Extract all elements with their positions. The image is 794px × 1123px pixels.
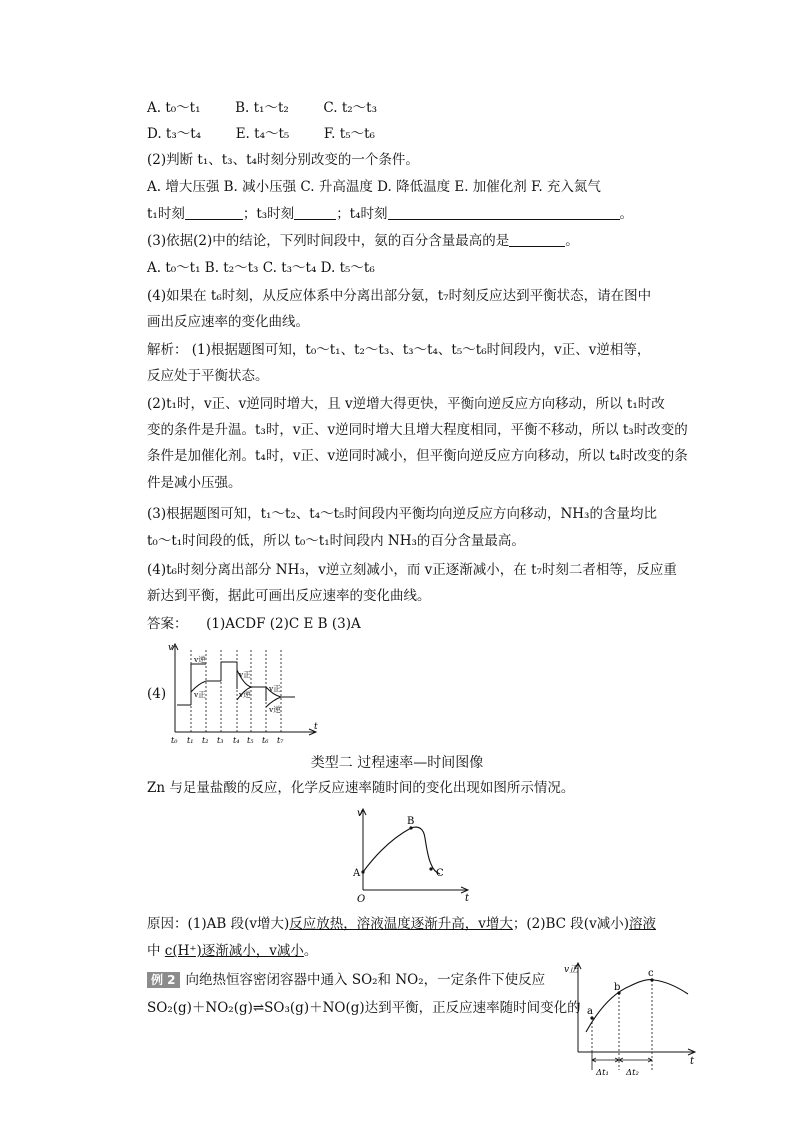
analysis-p3-line2: t₀～t₁时间段的低，所以 t₀～t₁时间段内 NH₃的百分含量最高。 [147, 533, 525, 549]
q2-fill-t3-label: ；t₃时刻 [242, 206, 295, 222]
example2-line2: SO₂(g)＋NO₂(g)⇌SO₃(g)＋NO(g)达到平衡，正反应速率随时间变化的 [147, 1000, 581, 1016]
q3-blank[interactable] [509, 232, 565, 247]
fig2-y-label: v [357, 808, 363, 819]
q2-fill-t4-label: ；t₄时刻 [336, 206, 388, 222]
fig2-label-a: A [353, 868, 361, 879]
fig1-ticks [171, 736, 284, 745]
analysis-p2-line1: (2)t₁时，v正、v逆同时增大，且 v逆增大得更快，平衡向逆反应方向移动，所以 t₁时改 [147, 396, 665, 412]
q3-end: 。 [565, 233, 579, 249]
q2-stem: (2)判断 t₁、t₃、t₄时刻分别改变的一个条件。 [147, 152, 419, 168]
fig1-label-vzheng-3: v正 [269, 684, 281, 693]
q3-options: A. t₀～t₁ B. t₂～t₃ C. t₃～t₄ D. t₅～t₆ [147, 260, 375, 276]
fig1-tick-t6: t₆ [262, 736, 269, 745]
q1-option-b: B. t₁～t₂ [235, 100, 289, 116]
fig3-label-b: b [614, 982, 621, 993]
fig1-y-label: v [168, 643, 174, 653]
analysis-p4-line1: (4)t₆时刻分离出部分 NH₃，v逆立刻减小，而 v正逐渐减小，在 t₇时刻二者相等，反应重 [147, 562, 677, 578]
fig2-point-a [361, 870, 364, 873]
answer-fig-label: (4) [147, 686, 167, 702]
fig3-markers [592, 980, 652, 1070]
analysis-p2-line2: 变的条件是升温。t₃时，v正、v逆同时增大且增大程度相同，平衡不移动，所以 t₃时改变的 [147, 422, 688, 438]
q1-options-row1 [147, 98, 377, 118]
q2-blank-t1[interactable] [185, 205, 243, 220]
fig3-label-a: a [587, 1006, 593, 1017]
reason-ab-cause: 反应放热，溶液温度逐渐升高，v增大 [289, 916, 513, 932]
fig1-tick-t0: t₀ [171, 736, 178, 745]
fig1-tick-t3: t₃ [217, 736, 224, 745]
fig3-label-c: c [648, 968, 654, 979]
adiabatic-rate-graph [560, 960, 700, 1080]
fig2-curve [363, 827, 440, 874]
fig3-interval-1 [592, 1058, 619, 1062]
fig3-curve [586, 980, 688, 1032]
fig3-interval-2 [619, 1058, 652, 1062]
answer-text: (1)ACDF (2)C E B (3)A [206, 616, 361, 632]
q1-options-row2 [147, 124, 375, 144]
fig2-x-label: t [465, 893, 470, 904]
q2-fill-t1-label: t₁时刻 [147, 206, 185, 222]
fig2-point-c [429, 867, 432, 870]
rate-time-step-graph [165, 640, 325, 746]
q1-option-e: E. t₄～t₅ [235, 126, 290, 142]
fig1-label-vni-1: v逆 [194, 655, 206, 664]
fig1-tick-t4: t₄ [233, 736, 240, 745]
zn-rate-graph [345, 806, 475, 906]
reason-bc-cause: c(H⁺)逐渐减小，v减小 [164, 943, 304, 959]
q1-option-f: F. t₅～t₆ [323, 126, 375, 142]
fig2-label-c: C [436, 868, 444, 879]
reason-mid: ；(2)BC 段(v减小) [512, 916, 629, 932]
type2-heading: 类型二 过程速率—时间图像 [310, 755, 484, 771]
fig1-label-vzheng-1: v正 [194, 690, 206, 699]
q1-option-c: C. t₂～t₃ [323, 100, 377, 116]
example2-line1 [147, 970, 545, 990]
analysis-p1-line2: 反应处于平衡状态。 [147, 368, 269, 384]
fig1-tick-t1: t₁ [187, 736, 194, 745]
example2-text1: 向绝热恒容密闭容器中通入 SO₂和 NO₂，一定条件下使反应 [185, 972, 546, 988]
fig3-label-dt2: Δt₂ [626, 1068, 639, 1078]
q1-option-a: A. t₀～t₁ [147, 100, 201, 116]
fig1-label-vzheng-2: v正 [239, 670, 251, 679]
q3-stem-line [147, 231, 579, 251]
analysis-p2-line3: 条件是加催化剂。t₄时，v正、v逆同时减小，但平衡向逆反应方向移动，所以 t₄时改变的条 [147, 448, 688, 464]
reason-bc-cause-start: 溶液 [628, 916, 656, 932]
answer-label: 答案： [147, 616, 188, 632]
fig1-tick-t2: t₂ [202, 736, 209, 745]
fig3-label-dt1: Δt₁ [596, 1068, 609, 1078]
example2-tag: 例 2 [147, 972, 180, 988]
fig3-y-label: v正 [564, 965, 579, 975]
reason-label: 原因：(1)AB 段(v增大) [147, 916, 290, 932]
q4-line2: 画出反应速率的变化曲线。 [147, 314, 309, 330]
reason-line1 [147, 914, 656, 934]
analysis-p4-line2: 新达到平衡，据此可画出反应速率的变化曲线。 [147, 588, 431, 604]
analysis-p1-line1: 解析： (1)根据题图可知，t₀～t₁、t₂～t₃、t₃～t₄、t₅～t₆时间段内，v正、v逆相等， [147, 342, 651, 358]
q2-fill-line [147, 204, 633, 224]
answer-line [147, 614, 361, 634]
fig1-tick-t7: t₇ [277, 736, 284, 745]
fig2-origin-label: O [357, 894, 366, 905]
fig1-tick-t5: t₅ [247, 736, 254, 745]
reason-line2-end: 。 [303, 943, 318, 959]
q2-blank-t3[interactable] [294, 205, 336, 220]
q2-end: 。 [619, 206, 634, 222]
fig2-label-b: B [407, 816, 415, 827]
analysis-p2-line4: 件是减小压强。 [147, 475, 242, 491]
fig1-label-vni-2: v逆 [239, 690, 251, 699]
type2-intro: Zn 与足量盐酸的反应，化学反应速率随时间的变化出现如图所示情况。 [147, 780, 575, 796]
fig3-x-label: t [690, 1056, 695, 1067]
q3-stem: (3)依据(2)中的结论，下列时间段中，氨的百分含量最高的是 [147, 233, 510, 249]
q2-options: A. 增大压强 B. 减小压强 C. 升高温度 D. 降低温度 E. 加催化剂 F. 充入氮气 [147, 179, 601, 195]
analysis-p3-line1: (3)根据题图可知，t₁～t₂、t₄～t₅时间段内平衡均向逆反应方向移动，NH₃的含量均比 [147, 506, 657, 522]
q4-line1: (4)如果在 t₆时刻，从反应体系中分离出部分氨，t₇时刻反应达到平衡状态，请在图中 [147, 288, 652, 304]
q2-blank-t4[interactable] [388, 205, 620, 220]
fig1-x-label: t [314, 722, 318, 732]
fig1-label-vni-3: v逆 [269, 705, 281, 714]
q1-option-d: D. t₃～t₄ [147, 126, 202, 142]
reason-line2-pre: 中 [147, 943, 165, 959]
reason-line2 [147, 941, 317, 961]
